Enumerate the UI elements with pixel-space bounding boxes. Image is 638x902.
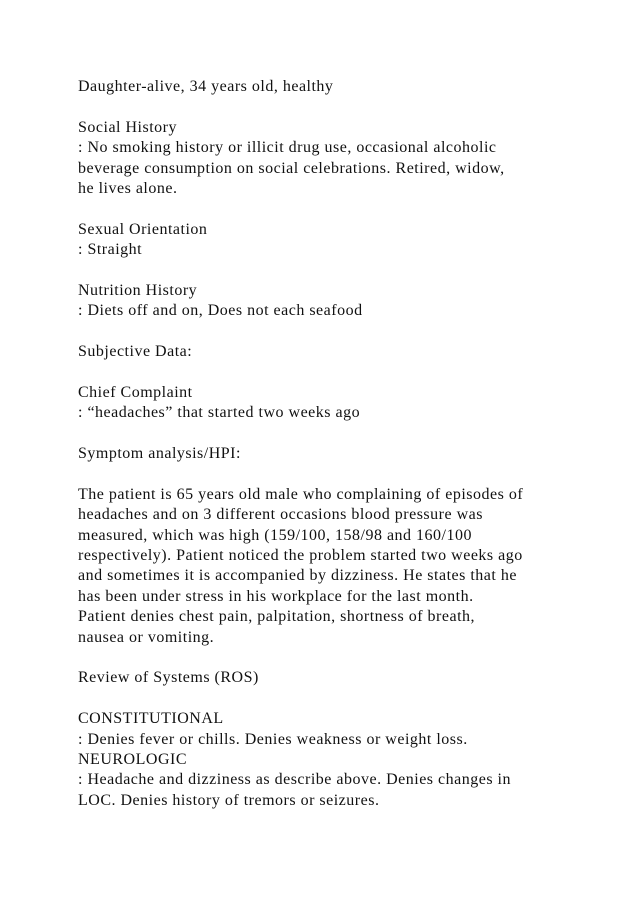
body-line: headaches and on 3 different occasions blood pressure was — [78, 506, 483, 524]
body-line: nausea or vomiting. — [78, 628, 215, 646]
body-line: and sometimes it is accompanied by dizziness. He states that he — [78, 567, 517, 585]
body-line: has been under stress in his workplace for the last month. — [78, 587, 474, 605]
sexual-orientation-section — [78, 220, 598, 261]
body-line: : Denies fever or chills. Denies weakness or weight loss. — [78, 730, 468, 748]
body-line: beverage consumption on social celebrations. Retired, widow, — [78, 159, 505, 177]
nutrition-history-section — [78, 281, 598, 322]
body-line: : Diets off and on, Does not each seafood — [78, 302, 363, 320]
paragraph-gap — [78, 689, 598, 709]
paragraph-gap — [78, 648, 598, 668]
body-line: respectively). Patient noticed the problem started two weeks ago — [78, 546, 523, 564]
body-line: LOC. Denies history of tremors or seizures. — [78, 791, 380, 809]
paragraph-gap — [78, 362, 598, 382]
section-heading: Sexual Orientation — [78, 220, 208, 238]
paragraph-gap — [78, 199, 598, 219]
section-heading: Chief Complaint — [78, 383, 193, 401]
ros-neurologic-section — [78, 750, 598, 811]
document-body — [78, 77, 598, 811]
ros-constitutional-section — [78, 709, 598, 750]
subjective-data-heading: Subjective Data: — [78, 343, 193, 361]
section-heading: Social History — [78, 118, 177, 136]
ros-heading: Review of Systems (ROS) — [78, 669, 259, 687]
hpi-paragraph — [78, 485, 598, 648]
hpi-heading: Symptom analysis/HPI: — [78, 445, 241, 463]
paragraph-gap — [78, 424, 598, 444]
body-line: he lives alone. — [78, 179, 178, 197]
paragraph-gap — [78, 464, 598, 484]
body-line: : “headaches” that started two weeks ago — [78, 404, 361, 422]
section-heading: Nutrition History — [78, 281, 198, 299]
section-heading: CONSTITUTIONAL — [78, 710, 224, 728]
chief-complaint-section — [78, 383, 598, 424]
body-line: : No smoking history or illicit drug use, occasional alcoholic — [78, 139, 497, 157]
paragraph-gap — [78, 261, 598, 281]
paragraph-gap — [78, 97, 598, 117]
body-line: : Headache and dizziness as describe above. Denies changes in — [78, 771, 511, 789]
body-line: : Straight — [78, 241, 143, 259]
section-heading: NEUROLOGIC — [78, 750, 187, 768]
family-history-daughter: Daughter-alive, 34 years old, healthy — [78, 78, 334, 95]
body-line: Patient denies chest pain, palpitation, shortness of breath, — [78, 608, 476, 626]
paragraph-gap — [78, 322, 598, 342]
social-history-section — [78, 118, 598, 200]
body-line: The patient is 65 years old male who complaining of episodes of — [78, 485, 524, 503]
body-line: measured, which was high (159/100, 158/98 and 160/100 — [78, 526, 472, 544]
